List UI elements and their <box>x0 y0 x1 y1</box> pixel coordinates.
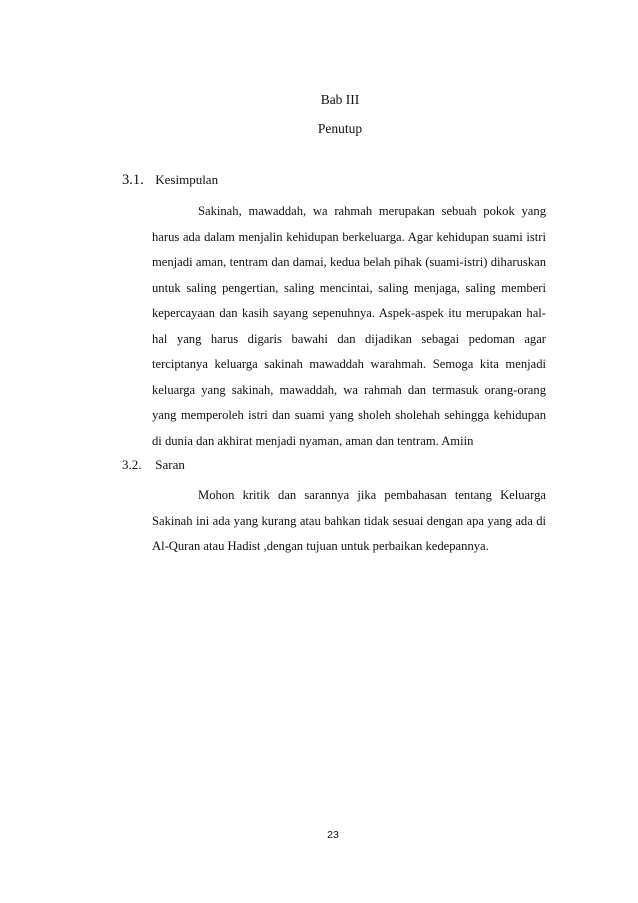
chapter-title: Penutup <box>317 121 363 136</box>
section-title: Kesimpulan <box>155 172 219 187</box>
section-paragraph-saran: Mohon kritik dan sarannya jika pembahasan tentang Keluarga Sakinah ini ada yang kurang atau bahkan tidak sesuai dengan apa yang ada di Al-Quran atau Hadist ,dengan tujuan untuk perbaikan kedepannya. <box>152 488 546 553</box>
section-number: 3.1. <box>122 172 144 188</box>
section-title: Saran <box>155 457 185 472</box>
section-number: 3.2. <box>122 457 142 472</box>
section-heading-saran <box>122 457 185 473</box>
page-number: 23 <box>327 829 339 841</box>
section-paragraph-kesimpulan: Sakinah, mawaddah, wa rahmah merupakan sebuah pokok yang harus ada dalam menjalin kehidupan berkeluarga. Agar kehidupan suami istri menjadi aman, tentram dan damai, kedua belah pihak (suami-istri) diharuskan untuk saling pengertian, saling mencintai, saling menjaga, saling memberi kepercayaan dan kasih sayang sepenuhnya. Aspek-aspek itu merupakan hal-hal yang harus digaris bawahi dan dijadikan sebagai pedoman agar terciptanya keluarga sakinah mawaddah warahmah. Semoga kita menjadi keluarga yang sakinah, mawaddah, wa rahmah dan termasuk orang-orang yang memperoleh istri dan suami yang sholeh sholehah sehingga kehidupan di dunia dan akhirat menjadi nyaman, aman dan tentram. Amiin <box>152 204 546 448</box>
section-heading-kesimpulan <box>122 172 218 189</box>
chapter-number: Bab III <box>320 92 360 107</box>
